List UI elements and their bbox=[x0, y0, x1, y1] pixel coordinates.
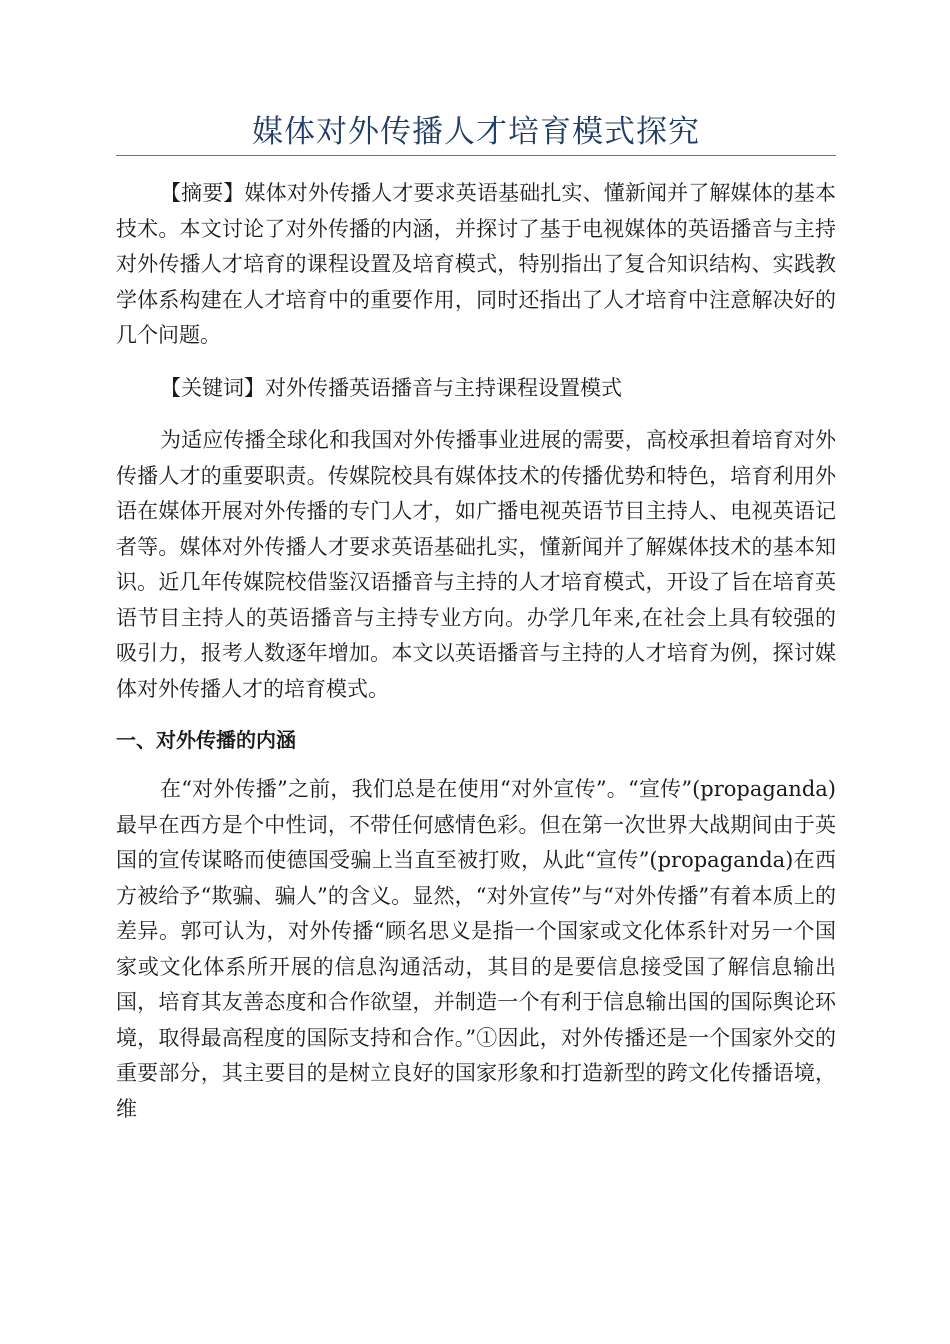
intro-paragraph: 为适应传播全球化和我国对外传播事业进展的需要，高校承担着培育对外传播人才的重要职责。传媒院校具有媒体技术的传播优势和特色，培育利用外语在媒体开展对外传播的专门人才，如广播电视英语节目主持人、电视英语记者等。媒体对外传播人才要求英语基础扎实，懂新闻并了解媒体技术的基本知识。近几年传媒院校借鉴汉语播音与主持的人才培育模式，开设了旨在培育英语节目主持人的英语播音与主持专业方向。办学几年来,在社会上具有较强的吸引力，报考人数逐年增加。本文以英语播音与主持的人才培育为例，探讨媒体对外传播人才的培育模式。 bbox=[116, 428, 836, 701]
document-title: 媒体对外传播人才培育模式探究 bbox=[252, 114, 700, 150]
section-heading: 一、对外传播的内涵 bbox=[116, 728, 296, 752]
abstract-paragraph: 【摘要】媒体对外传播人才要求英语基础扎实、懂新闻并了解媒体的基本技术。本文讨论了对外传播的内涵，并探讨了基于电视媒体的英语播音与主持对外传播人才培育的课程设置及培育模式，特别指出了复合知识结构、实践教学体系构建在人才培育中的重要作用，同时还指出了人才培育中注意解决好的几个问题。 bbox=[116, 181, 836, 347]
keywords-paragraph: 【关键词】对外传播英语播音与主持课程设置模式 bbox=[160, 375, 622, 400]
section-paragraph: 在“对外传播”之前，我们总是在使用“对外宣传”。“宣传”(propaganda)最早在西方是个中性词，不带任何感情色彩。但在第一次世界大战期间由于英国的宣传谋略而使德国受骗上当直至被打败，从此“宣传”(propaganda)在西方被给予“欺骗、骗人”的含义。显然，“对外宣传”与“对外传播”有着本质上的差异。郭可认为，对外传播“顾名思义是指一个国家或文化体系针对另一个国家或文化体系所开展的信息沟通活动，其目的是要信息接受国了解信息输出国，培育其友善态度和合作欲望，并制造一个有利于信息输出国的国际舆论环境，取得最高程度的国际支持和合作。”①因此，对外传播还是一个国家外交的重要部分，其主要目的是树立良好的国家形象和打造新型的跨文化传播语境，维 bbox=[116, 777, 836, 1121]
title-underline bbox=[116, 155, 836, 156]
document-body bbox=[116, 176, 836, 1127]
